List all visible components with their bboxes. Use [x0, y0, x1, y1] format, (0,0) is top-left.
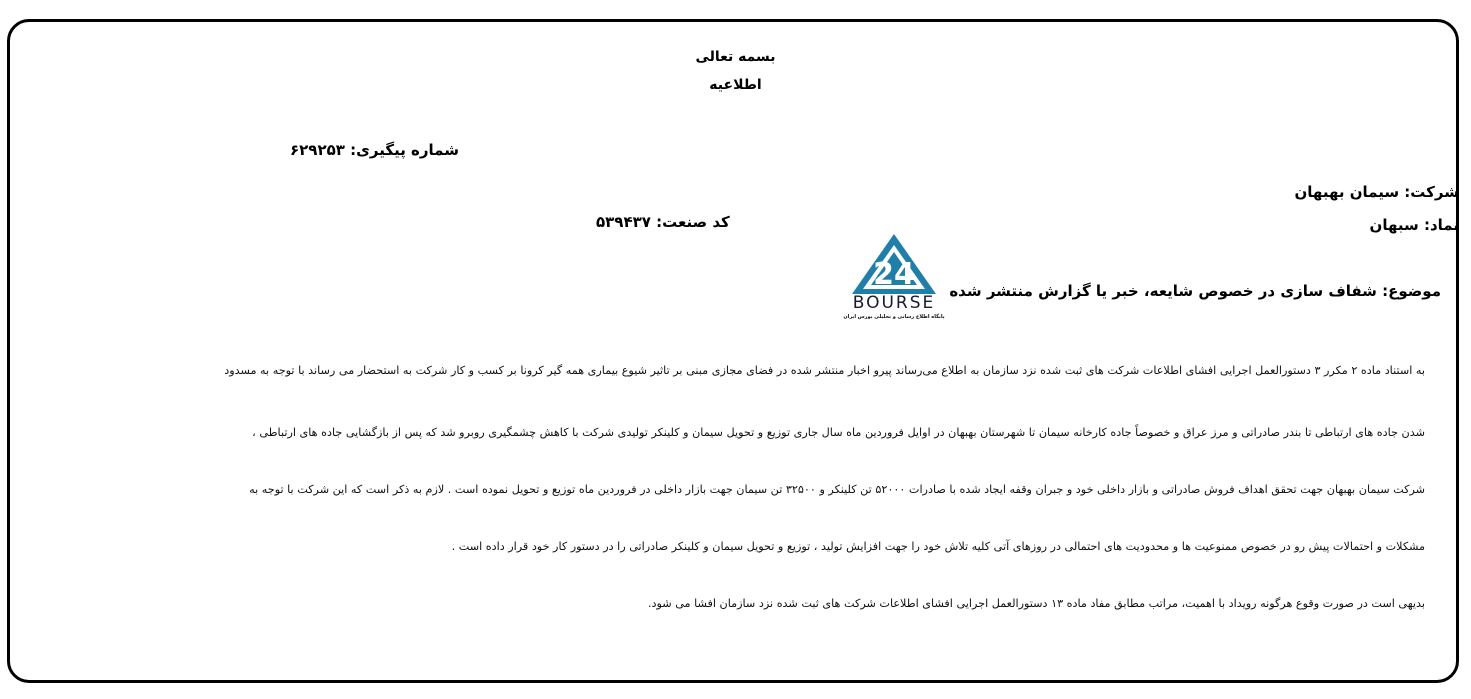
industry-code: کد صنعت: ۵۳۹۴۳۷	[596, 213, 730, 231]
logo-numeral: 24	[873, 257, 915, 292]
document-frame	[7, 19, 1459, 683]
subject-line: موضوع: شفاف سازی در خصوص شایعه، خبر یا گزارش منتشر شده	[949, 282, 1441, 300]
tracking-number: شماره پیگیری: ۶۲۹۲۵۳	[290, 141, 459, 159]
triangle-logo-icon	[835, 230, 953, 296]
body-line-5: بدیهی است در صورت وقوع هرگونه رویداد با اهمیت، مراتب مطابق مفاد ماده ۱۳ دستورالعمل اجرایی افشای اطلاعات شرکت های ثبت شده نزد سازمان افشا می شود.	[647, 597, 1425, 610]
bismillah-heading: بسمه تعالی	[695, 49, 776, 65]
body-line-2: شدن جاده های ارتباطی تا بندر صادراتی و مرز عراق و خصوصاً جاده کارخانه سیمان تا شهرستان بهبهان در اوایل فروردین ماه سال جاری توزیع و تحویل سیمان و کلینکر تولیدی شرکت با کاهش چشمگیری روبرو شد که پس از بازگشایی جاده های ارتباطی ،	[252, 426, 1425, 439]
body-line-4: مشکلات و احتمالات پیش رو در خصوص ممنوعیت ها و محدودیت های احتمالی در روزهای آتی کلیه تلاش خود را جهت افزایش تولید ، توزیع و تحویل سیمان و کلینکر صادراتی را در دستور کار خود قرار داده است .	[451, 540, 1425, 553]
logo-brand-text: BOURSE	[852, 293, 936, 313]
company-symbol: نماد: سبهان	[1369, 216, 1459, 234]
bourse24-logo	[835, 230, 953, 330]
body-line-3: شرکت سیمان بهبهان جهت تحقق اهداف فروش صادراتی و بازار داخلی خود و جبران وقفه ایجاد شده با صادرات ۵۲۰۰۰ تن کلینکر و ۳۲۵۰۰ تن سیمان جهت بازار داخلی در فروردین ماه توزیع و تحویل نموده است . لازم به ذکر است که این شرکت با توجه به	[249, 483, 1425, 496]
notice-title: اطلاعیه	[709, 77, 762, 93]
logo-caption: پایگاه اطلاع رسانی و تحلیلی بورس ایران	[843, 314, 945, 320]
company-name: شرکت: سیمان بهبهان	[1294, 183, 1459, 201]
body-line-1: به استناد ماده ۲ مکرر ۳ دستورالعمل اجرایی افشای اطلاعات شرکت های ثبت شده نزد سازمان به اطلاع می‌رساند پیرو اخبار منتشر شده در فضای مجازی مبنی بر تاثیر شیوع بیماری همه گیر کرونا بر کسب و کار شرکت به استحضار می رساند با توجه به مسدود	[224, 364, 1425, 377]
